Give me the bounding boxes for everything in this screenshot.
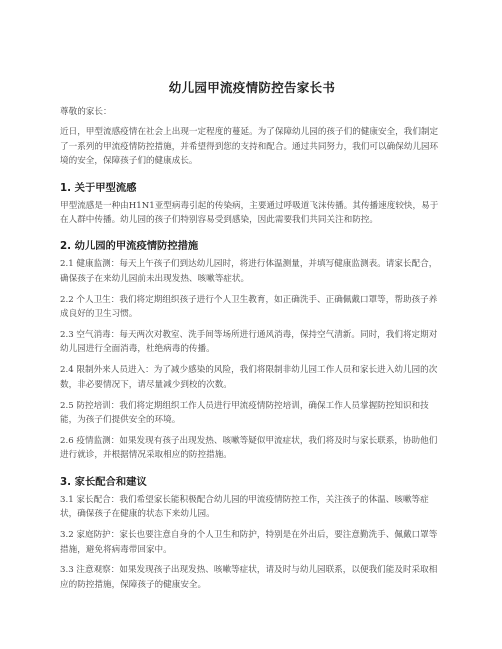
parent-home-protection: 3.2 家庭防护：家长也要注意自身的个人卫生和防护，特别是在外出后，要注意勤洗手、佩戴口罩等措施，避免将病毒带回家中。 <box>60 530 438 555</box>
measure-health-monitoring: 2.1 健康监测：每天上午孩子们到达幼儿园时，将进行体温测量，并填写健康监测表。请家长配合，确保孩子在来幼儿园前未出现发热、咳嗽等症状。 <box>60 259 438 284</box>
measure-epidemic-monitoring: 2.6 疫情监测：如果发现有孩子出现发热、咳嗽等疑似甲流症状，我们将及时与家长联系，协助他们进行就诊，并根据情况采取相应的防控措施。 <box>60 436 438 461</box>
intro-paragraph: 近日，甲型流感疫情在社会上出现一定程度的蔓延。为了保障幼儿园的孩子们的健康安全，我们制定了一系列的甲流疫情防控措施，并希望得到您的支持和配合。通过共同努力，我们可以确保幼儿园环境的安全，保障孩子们的健康成长。 <box>60 127 439 167</box>
section-heading-parents: 3. 家长配合和建议 <box>60 475 147 488</box>
section-heading-influenza: 1. 关于甲型流感 <box>60 181 137 194</box>
measure-visitor-restriction: 2.4 限制外来人员进入：为了减少感染的风险，我们将限制非幼儿园工作人员和家长进入幼儿园的次数，非必要情况下，请尽量减少到校的次数。 <box>60 365 438 390</box>
greeting: 尊敬的家长： <box>60 107 112 117</box>
section-heading-measures: 2. 幼儿园的甲流疫情防控措施 <box>60 240 199 253</box>
parent-cooperation: 3.1 家长配合：我们希望家长能积极配合幼儿园的甲流疫情防控工作，关注孩子的体温、咳嗽等症状，确保孩子在健康的状态下来幼儿园。 <box>60 494 429 520</box>
influenza-paragraph: 甲型流感是一种由H1N1亚型病毒引起的传染病，主要通过呼吸道飞沫传播。其传播速度较快，易于在人群中传播。幼儿园的孩子们特别容易受到感染，因此需要我们共同关注和防控。 <box>60 200 439 226</box>
document-title: 幼儿园甲流疫情防控告家长书 <box>168 80 336 95</box>
measure-personal-hygiene: 2.2 个人卫生：我们将定期组织孩子进行个人卫生教育，如正确洗手、正确佩戴口罩等，帮助孩子养成良好的卫生习惯。 <box>60 294 438 320</box>
measure-air-disinfection: 2.3 空气消毒：每天两次对教室、洗手间等场所进行通风消毒，保持空气清新。同时，我们将定期对幼儿园进行全面消毒，杜绝病毒的传播。 <box>60 330 438 355</box>
parent-observation: 3.3 注意观察：如果发现孩子出现发热、咳嗽等症状，请及时与幼儿园联系，以便我们能及时采取相应的防控措施，保障孩子的健康安全。 <box>60 565 438 590</box>
measure-staff-training: 2.5 防控培训：我们将定期组织工作人员进行甲流疫情防控培训，确保工作人员掌握防控知识和技能，为孩子们提供安全的环境。 <box>60 400 429 426</box>
